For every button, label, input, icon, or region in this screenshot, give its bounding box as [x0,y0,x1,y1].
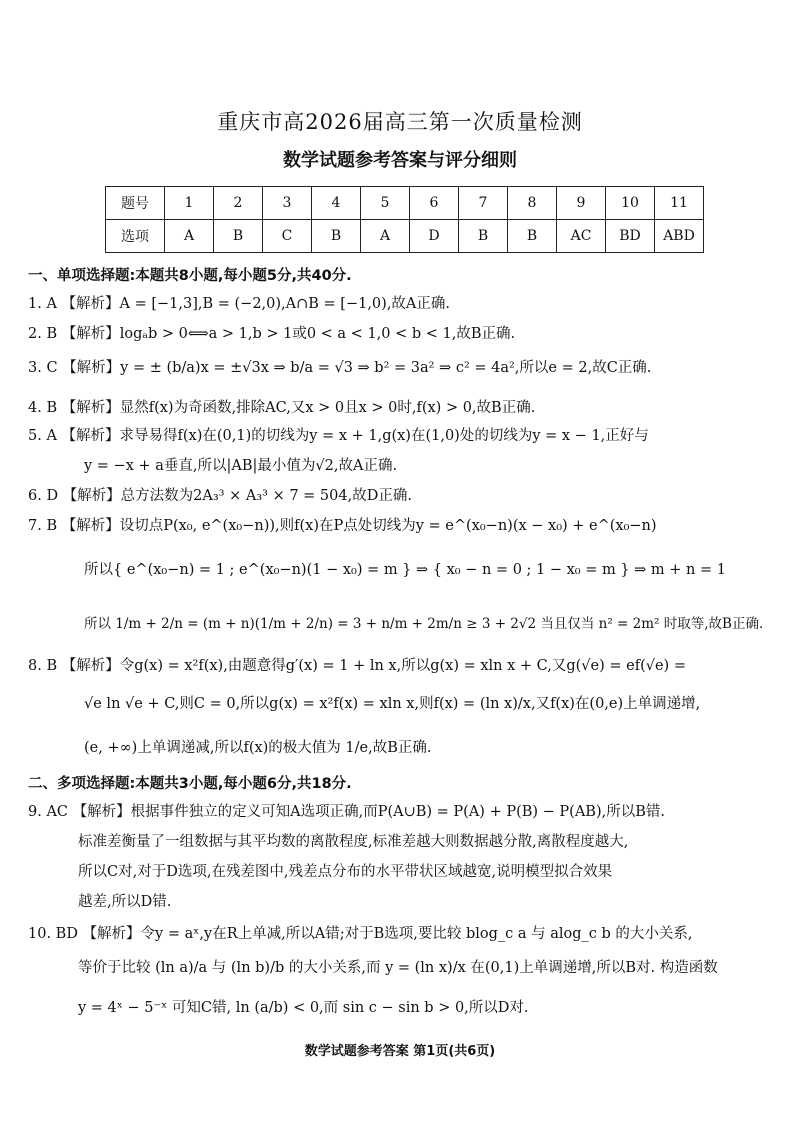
answer-cell: D [410,220,459,253]
solution-line-q10-part3: y = 4ˣ − 5⁻ˣ 可知C错, ln (a/b) < 0,而 sin c − sin b > 0,所以D对. [78,1000,529,1016]
solution-line-q5-part2: y = −x + a垂直,所以|AB|最小值为√2,故A正确. [84,458,398,474]
row-label-option: 选项 [106,220,165,253]
answer-cell: A [361,220,410,253]
answer-cell: B [312,220,361,253]
answer-cell: AC [557,220,606,253]
answer-cell: B [508,220,557,253]
solution-line-q6: 6. D 【解析】总方法数为2A₃³ × A₃³ × 7 = 504,故D正确. [28,488,412,504]
question-number-cell: 3 [263,187,312,220]
section-heading-multi-choice: 二、多项选择题:本题共3小题,每小题6分,共18分. [28,776,352,792]
question-number-cell: 5 [361,187,410,220]
answer-cell: A [165,220,214,253]
answer-cell: C [263,220,312,253]
row-label-number: 题号 [106,187,165,220]
solution-line-q9-part2: 标准差衡量了一组数据与其平均数的离散程度,标准差越大则数据越分散,离散程度越大, [78,834,629,850]
solution-line-q3: 3. C 【解析】y = ± (b/a)x = ±√3x ⇒ b/a = √3 ⇒ b² = 3a² ⇒ c² = 4a²,所以e = 2,故C正确. [28,360,652,376]
solution-line-q10-part1: 10. BD 【解析】令y = aˣ,y在R上单减,所以A错;对于B选项,要比较 blog_c a 与 alog_c b 的大小关系, [28,926,693,942]
document-subtitle: 数学试题参考答案与评分细则 [283,150,517,171]
section-heading-single-choice: 一、单项选择题:本题共8小题,每小题5分,共40分. [28,268,352,284]
answer-table-row-numbers [106,187,704,220]
question-number-cell: 11 [655,187,704,220]
answer-cell: ABD [655,220,704,253]
answer-cell: BD [606,220,655,253]
solution-line-q7-part2: 所以{ e^(x₀−n) = 1 ; e^(x₀−n)(1 − x₀) = m } ⇒ { x₀ − n = 0 ; 1 − x₀ = m } ⇒ m + n = 1 [84,562,726,578]
question-number-cell: 9 [557,187,606,220]
question-number-cell: 4 [312,187,361,220]
solution-line-q8-part1: 8. B 【解析】令g(x) = x²f(x),由题意得g′(x) = 1 + ln x,所以g(x) = xln x + C,又g(√e) = ef(√e) = [28,658,686,674]
solution-line-q10-part2: 等价于比较 (ln a)/a 与 (ln b)/b 的大小关系,而 y = (ln x)/x 在(0,1)上单调递增,所以B对. 构造函数 [78,960,718,976]
question-number-cell: 2 [214,187,263,220]
solution-line-q9-part4: 越差,所以D错. [78,894,172,910]
solution-line-q1: 1. A 【解析】A = [−1,3],B = (−2,0),A∩B = [−1,0),故A正确. [28,296,451,312]
page-footer: 数学试题参考答案 第1页(共6页) [304,1044,496,1059]
question-number-cell: 7 [459,187,508,220]
question-number-cell: 6 [410,187,459,220]
solution-line-q9-part3: 所以C对,对于D选项,在残差图中,残差点分布的水平带状区域越宽,说明模型拟合效果 [78,864,613,880]
solution-line-q5-part1: 5. A 【解析】求导易得f(x)在(0,1)的切线为y = x + 1,g(x)在(1,0)处的切线为y = x − 1,正好与 [28,428,649,444]
answer-cell: B [459,220,508,253]
question-number-cell: 8 [508,187,557,220]
question-number-cell: 10 [606,187,655,220]
answer-cell: B [214,220,263,253]
solution-line-q7-part3: 所以 1/m + 2/n = (m + n)(1/m + 2/n) = 3 + n/m + 2m/n ≥ 3 + 2√2 当且仅当 n² = 2m² 时取等,故B正确. [84,616,764,632]
solution-line-q9-part1: 9. AC 【解析】根据事件独立的定义可知A选项正确,而P(A∪B) = P(A) + P(B) − P(AB),所以B错. [28,804,665,820]
answer-table-row-options [106,220,704,253]
solution-line-q7-part1: 7. B 【解析】设切点P(x₀, e^(x₀−n)),则f(x)在P点处切线为y = e^(x₀−n)(x − x₀) + e^(x₀−n) [28,518,657,534]
solution-line-q8-part2: √e ln √e + C,则C = 0,所以g(x) = x²f(x) = xln x,则f(x) = (ln x)/x,又f(x)在(0,e)上单调递增, [84,696,701,712]
solution-line-q8-part3: (e, +∞)上单调递减,所以f(x)的极大值为 1/e,故B正确. [84,740,432,756]
document-title: 重庆市高2026届高三第一次质量检测 [217,110,583,134]
question-number-cell: 1 [165,187,214,220]
solution-line-q4: 4. B 【解析】显然f(x)为奇函数,排除AC,又x > 0且x > 0时,f(x) > 0,故B正确. [28,400,536,416]
answer-table [105,186,704,253]
solution-line-q2: 2. B 【解析】logₐb > 0⟺a > 1,b > 1或0 < a < 1,0 < b < 1,故B正确. [28,326,516,342]
